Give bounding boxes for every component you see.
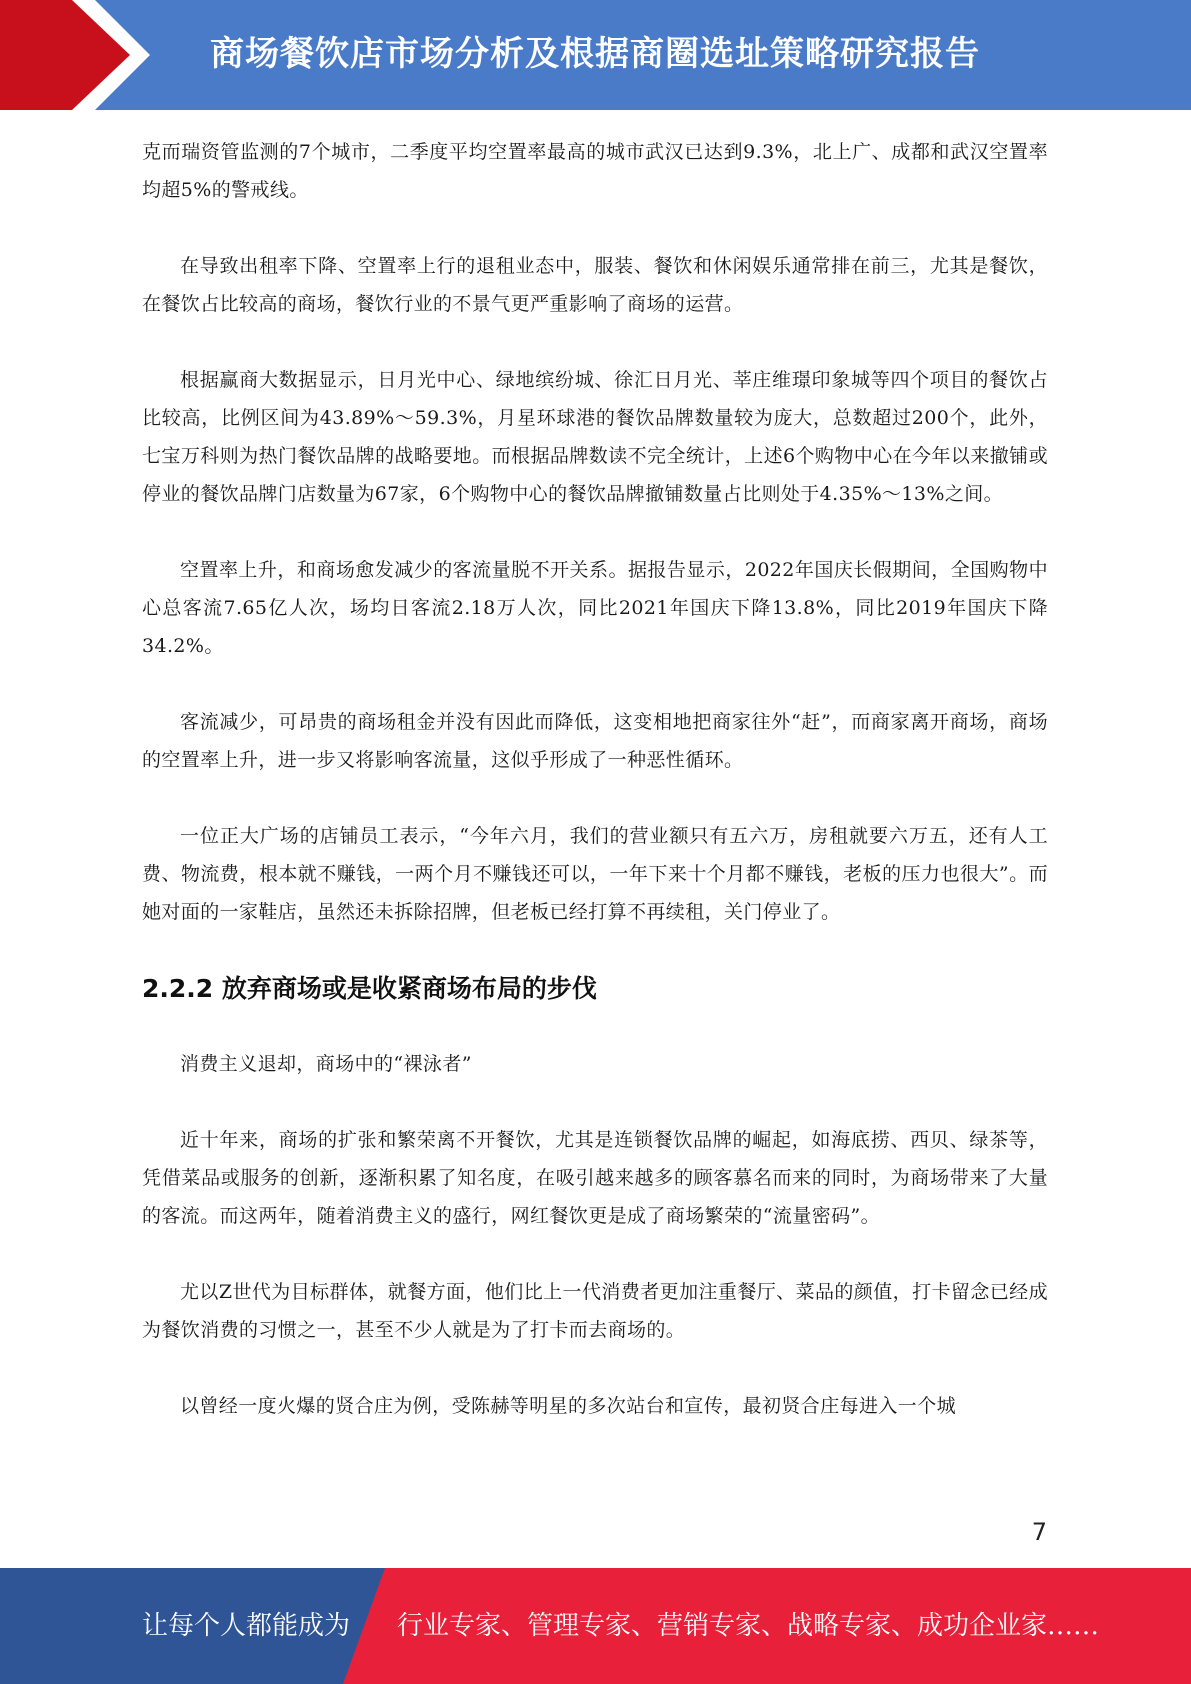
paragraph-vacancy-cities: 克而瑞资管监测的7个城市，二季度平均空置率最高的城市武汉已达到9.3%，北上广、成都和武汉空置率均超5%的警戒线。 (142, 141, 1048, 201)
paragraph-chain-brands: 近十年来，商场的扩张和繁荣离不开餐饮，尤其是连锁餐饮品牌的崛起，如海底捞、西贝、绿茶等，凭借菜品或服务的创新，逐渐积累了知名度，在吸引越来越多的顾客慕名而来的同时，为商场带来了大量的客流。而这两年，随着消费主义的盛行，网红餐饮更是成了商场繁荣的“流量密码”。 (142, 1129, 1048, 1227)
header-arrow-decoration (0, 0, 160, 110)
paragraph-gen-z: 尤以Z世代为目标群体，就餐方面，他们比上一代消费者更加注重餐厅、菜品的颜值，打卡留念已经成为餐饮消费的习惯之一，甚至不少人就是为了打卡而去商场的。 (142, 1281, 1048, 1341)
paragraph-rental-decline: 在导致出租率下降、空置率上行的退租业态中，服装、餐饮和休闲娱乐通常排在前三，尤其是餐饮，在餐饮占比较高的商场，餐饮行业的不景气更严重影响了商场的运营。 (142, 255, 1048, 315)
paragraph-subheading: 消费主义退却，商场中的“裸泳者” (180, 1053, 472, 1075)
footer-slogan-left: 让每个人都能成为 (142, 1611, 351, 1641)
section-heading: 2.2.2 放弃商场或是收紧商场布局的步伐 (142, 974, 597, 1003)
report-body (142, 133, 1048, 1463)
paragraph-winshang-data: 根据赢商大数据显示，日月光中心、绿地缤纷城、徐汇日月光、莘庄维璟印象城等四个项目的餐饮占比较高，比例区间为43.89%～59.3%，月星环球港的餐饮品牌数量较为庞大，总数超过200个，此外，七宝万科则为热门餐饮品牌的战略要地。而根据品牌数读不完全统计，上述6个购物中心在今年以来撤铺或停业的餐饮品牌门店数量为67家，6个购物中心的餐饮品牌撤铺数量占比则处于4.35%～13%之间。 (142, 369, 1048, 505)
paragraph-xianhezhuang: 以曾经一度火爆的贤合庄为例，受陈赫等明星的多次站台和宣传，最初贤合庄每进入一个城 (180, 1395, 957, 1417)
page-header (0, 0, 1191, 110)
report-title: 商场餐饮店市场分析及根据商圈选址策略研究报告 (210, 34, 980, 74)
footer-slogan-right: 行业专家、管理专家、营销专家、战略专家、成功企业家…… (397, 1611, 1100, 1641)
paragraph-employee-quote: 一位正大广场的店铺员工表示，“今年六月，我们的营业额只有五六万，房租就要六万五，还有人工费、物流费，根本就不赚钱，一两个月不赚钱还可以，一年下来十个月都不赚钱，老板的压力也很大”。而她对面的一家鞋店，虽然还未拆除招牌，但老板已经打算不再续租，关门停业了。 (142, 825, 1048, 923)
paragraph-customer-flow: 空置率上升，和商场愈发减少的客流量脱不开关系。据报告显示，2022年国庆长假期间，全国购物中心总客流7.65亿人次，场均日客流2.18万人次，同比2021年国庆下降13.8%，同比2019年国庆下降34.2%。 (142, 559, 1048, 657)
page-number: 7 (1031, 1518, 1047, 1546)
page-footer (0, 1568, 1191, 1684)
paragraph-vicious-cycle: 客流减少，可昂贵的商场租金并没有因此而降低，这变相地把商家往外“赶”，而商家离开商场，商场的空置率上升，进一步又将影响客流量，这似乎形成了一种恶性循环。 (142, 711, 1048, 771)
